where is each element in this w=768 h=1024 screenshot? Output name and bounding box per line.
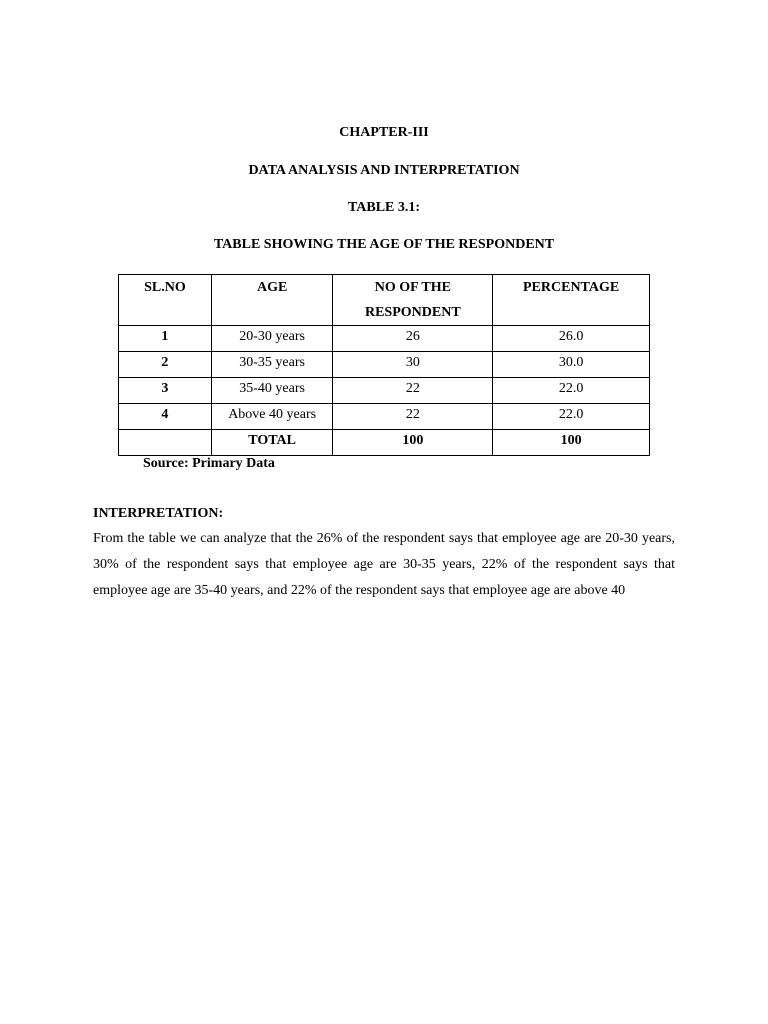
cell-respondents: 22: [333, 404, 493, 430]
cell-percentage: 30.0: [493, 352, 650, 378]
cell-age: 20-30 years: [211, 326, 333, 352]
cell-respondents: 26: [333, 326, 493, 352]
header-percentage: PERCENTAGE: [493, 275, 650, 326]
header-respondents: [333, 275, 493, 326]
cell-respondents: 30: [333, 352, 493, 378]
header-age: AGE: [211, 275, 333, 326]
cell-sl: 1: [119, 326, 212, 352]
table-row: [119, 352, 650, 378]
cell-total-percentage: 100: [493, 430, 650, 456]
section-title: DATA ANALYSIS AND INTERPRETATION: [248, 163, 520, 178]
source-note: Source: Primary Data: [143, 456, 275, 471]
table-row: [119, 378, 650, 404]
cell-sl: 3: [119, 378, 212, 404]
age-table: [118, 274, 650, 456]
cell-age: 30-35 years: [211, 352, 333, 378]
cell-sl: 2: [119, 352, 212, 378]
chapter-heading: CHAPTER-III: [339, 125, 429, 140]
header-respondents-line2: RESPONDENT: [364, 305, 461, 320]
table-number: TABLE 3.1:: [347, 200, 421, 215]
cell-age: Above 40 years: [211, 404, 333, 430]
header-respondents-line1: NO OF THE: [374, 280, 451, 295]
cell-percentage: 26.0: [493, 326, 650, 352]
interpretation-heading: INTERPRETATION:: [93, 506, 224, 521]
table-row: [119, 326, 650, 352]
cell-percentage: 22.0: [493, 404, 650, 430]
cell-percentage: 22.0: [493, 378, 650, 404]
cell-total-respondents: 100: [333, 430, 493, 456]
table-row: [119, 404, 650, 430]
cell-sl: 4: [119, 404, 212, 430]
cell-age: 35-40 years: [211, 378, 333, 404]
table-title: TABLE SHOWING THE AGE OF THE RESPONDENT: [213, 237, 555, 252]
table-header-row: [119, 275, 650, 326]
header-sl-no: SL.NO: [119, 275, 212, 326]
interpretation-paragraph: From the table we can analyze that the 26% of the respondent says that employee age are 20-30 years, 30% of the respondent says that employee age are 30-35 years, 22% of the respondent says that employee age are 35-40 years, and 22% of the respondent says that employee age are above 40: [93, 531, 675, 598]
table-total-row: [119, 430, 650, 456]
cell-total-sl: [119, 430, 212, 456]
cell-total-label: TOTAL: [211, 430, 333, 456]
cell-respondents: 22: [333, 378, 493, 404]
